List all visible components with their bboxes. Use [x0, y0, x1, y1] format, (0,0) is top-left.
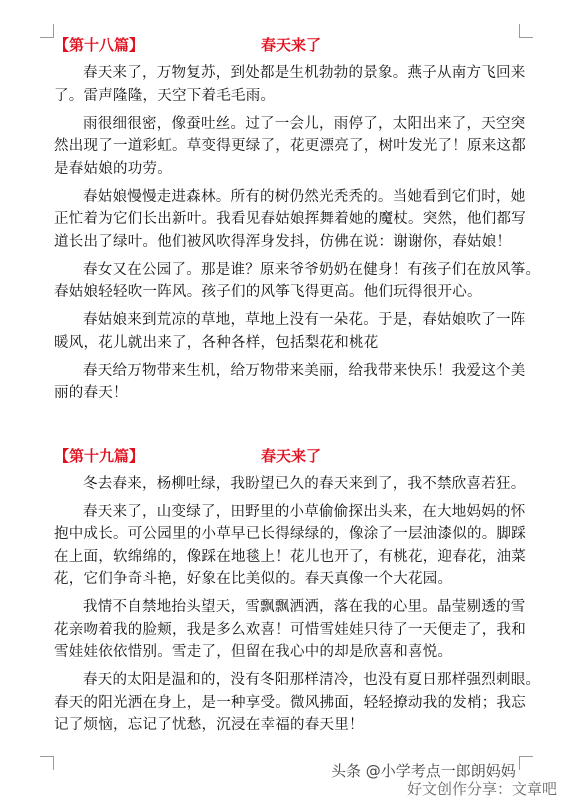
paragraph [54, 501, 528, 591]
article-header [54, 34, 528, 56]
article-section [54, 445, 541, 737]
article-number: 【第十八篇】 [54, 36, 145, 54]
paragraph-line: 丽的春天！ [54, 385, 128, 401]
paragraph-line: 春女又在公园了。那是谁？原来爷爷奶奶在健身！有孩子们在放风筝。 [83, 261, 541, 278]
article-header [54, 445, 528, 467]
paragraph-line: 花，它们争奇斗艳，好象在比美似的。春天真像一个大花园。 [54, 571, 453, 587]
watermark-author: 头条 @小学考点一郎朗妈妈 [331, 762, 516, 780]
paragraph-line: 雨很细很密，像蚕吐丝。过了一会儿，雨停了，太阳出来了，天空突 [83, 115, 526, 132]
article-title: 春天来了 [260, 36, 321, 54]
paragraph [54, 309, 528, 354]
paragraph [54, 259, 541, 304]
paragraph-line: 我情不自禁地抬头望天，雪飘飘洒洒，落在我的心里。晶莹剔透的雪 [83, 599, 526, 615]
watermark-site: 好文创作分享：文章吧 [406, 780, 557, 798]
paragraph-line: 冬去春来，杨柳吐绿，我盼望已久的春天来到了，我不禁欣喜若狂。 [83, 475, 526, 492]
article-section [54, 34, 541, 405]
paragraph-line: 在上面，软绵绵的，像踩在地毯上！花儿也开了，有桃花，迎春花，油菜 [54, 548, 526, 565]
paragraph [54, 186, 528, 254]
paragraph [54, 360, 528, 405]
crop-mark-top-left [40, 24, 54, 38]
paragraph [54, 62, 528, 107]
paragraph-line: 花亲吻着我的脸颊，我是多么欢喜！可惜雪娃娃只待了一天便走了，我和 [54, 621, 526, 638]
paragraph [54, 596, 528, 664]
document-page [54, 34, 541, 742]
paragraph-line: 春天来了，万物复苏，到处都是生机勃勃的景象。燕子从南方飞回来 [83, 65, 526, 81]
paragraph-line: 记了烦恼，忘记了忧愁，沉浸在幸福的春天里！ [54, 717, 364, 733]
paragraph [54, 473, 528, 496]
watermark [331, 760, 561, 796]
article-number: 【第十九篇】 [54, 446, 145, 465]
paragraph-line: 春姑娘轻轻吹一阵风。孩子们的风筝飞得更高。他们玩得很开心。 [54, 284, 482, 300]
paragraph-line: 抱中成长。可公园里的小草早已长得绿绿的，像涂了一层油漆似的。脚踩 [54, 526, 526, 542]
article-title: 春天来了 [260, 446, 321, 465]
paragraph-line: 了。雷声隆隆，天空下着毛毛雨。 [54, 87, 276, 104]
paragraph [54, 669, 541, 737]
crop-mark-bottom-left [40, 756, 54, 770]
paragraph-line: 春天的太阳是温和的，没有冬阳那样清冷，也没有夏日那样强烈刺眼。 [83, 672, 541, 688]
paragraph-line: 暖风，花儿就出来了，各种各样，包括梨花和桃花 [54, 334, 379, 351]
paragraph-line: 春天来了，山变绿了，田野里的小草偷偷探出头来，在大地妈妈的怀 [83, 503, 526, 520]
paragraph-line: 春天给万物带来生机，给万物带来美丽，给我带来快乐！我爱这个美 [83, 362, 526, 379]
paragraph-line: 正忙着为它们长出新叶。我看见春姑娘挥舞着她的魔杖。突然，他们都写 [54, 211, 526, 227]
paragraph-line: 春天的阳光洒在身上，是一种享受。微风拂面，轻轻撩动我的发梢；我忘 [54, 694, 526, 711]
paragraph-line: 道长出了绿叶。他们被风吹得浑身发抖，仿佛在说：谢谢你，春姑娘！ [54, 233, 512, 250]
paragraph-line: 春姑娘慢慢走进森林。所有的树仍然光秃秃的。当她看到它们时，她 [83, 188, 526, 205]
paragraph-line: 然出现了一道彩虹。草变得更绿了，花更漂亮了，树叶发光了！原来这都 [54, 138, 526, 154]
paragraph-line: 雪娃娃依依惜别。雪走了，但留在我心中的却是欣喜和喜悦。 [54, 644, 453, 660]
paragraph-line: 是春姑娘的功劳。 [54, 160, 172, 177]
paragraph [54, 113, 528, 181]
paragraph-line: 春姑娘来到荒凉的草地，草地上没有一朵花。于是，春姑娘吹了一阵 [83, 312, 526, 328]
